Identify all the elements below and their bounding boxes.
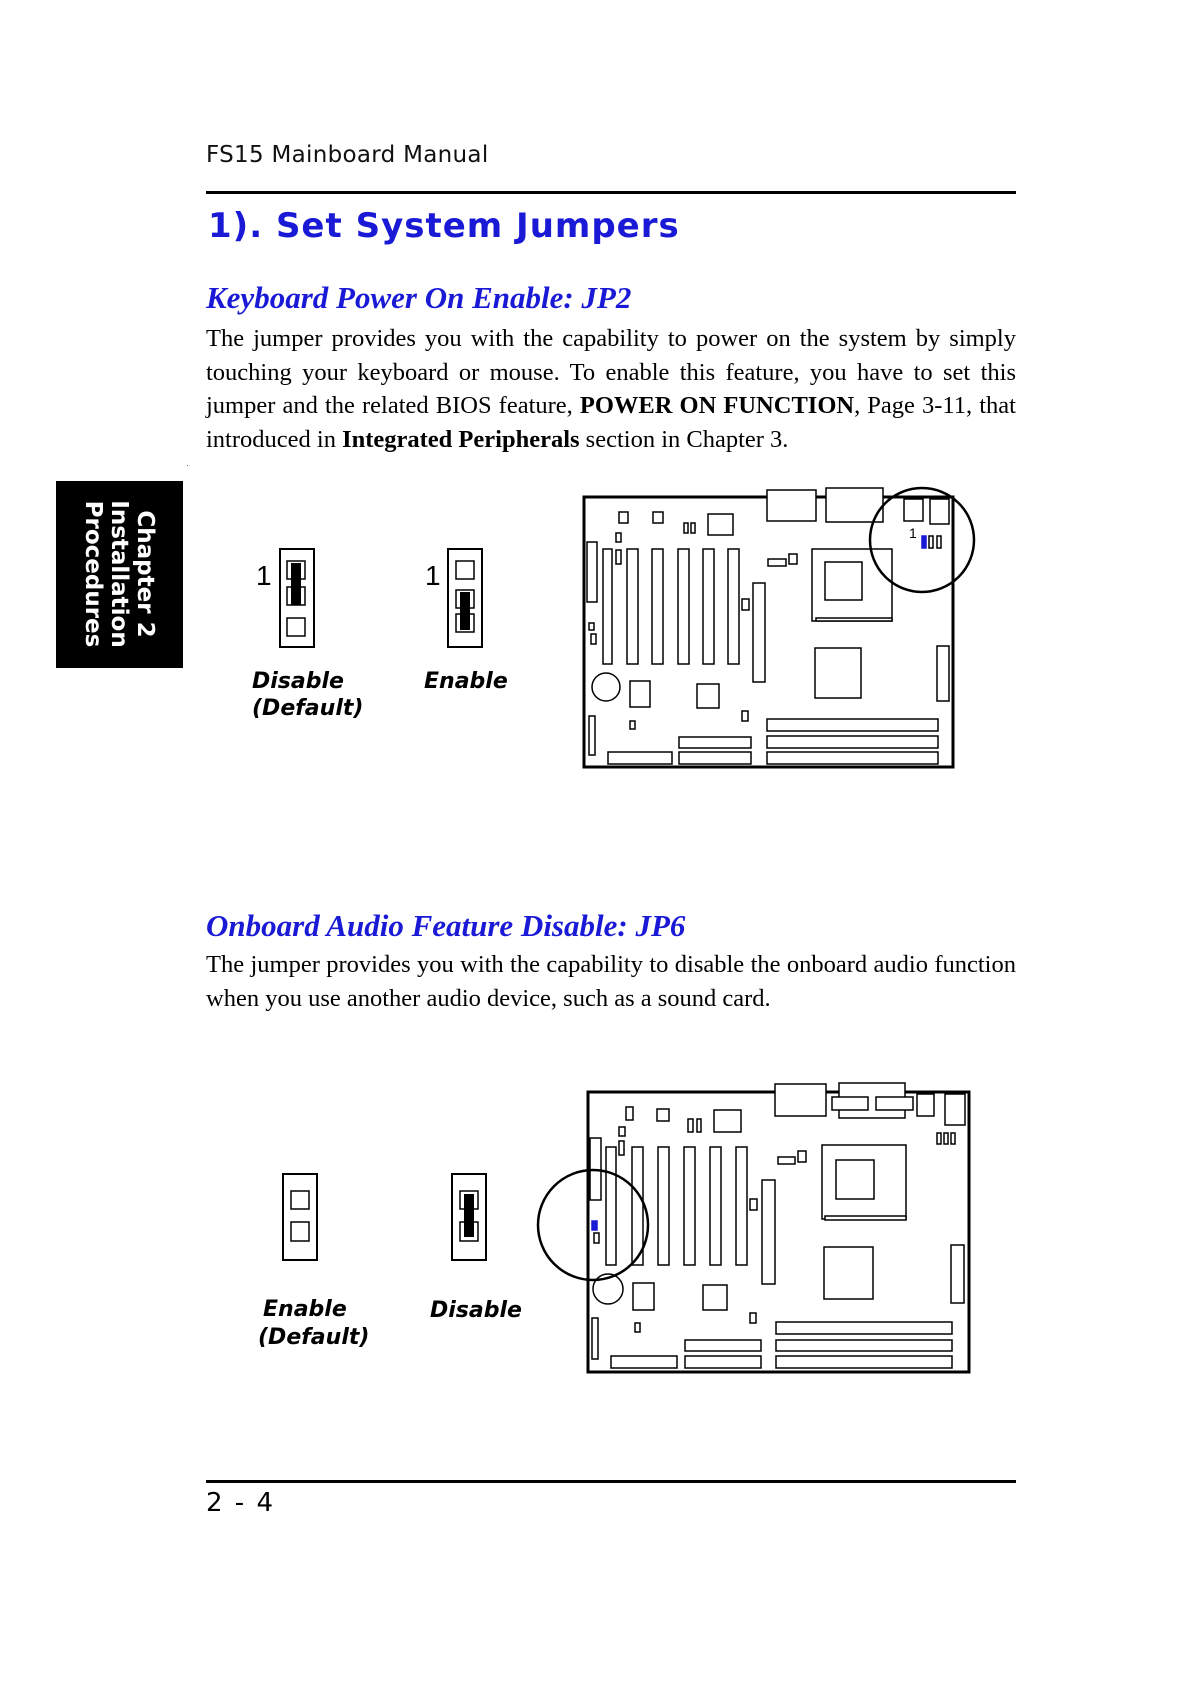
chapter-title: 1). Set System Jumpers (208, 206, 680, 246)
jp6-disable-label: Disable (430, 1298, 522, 1323)
page-number: 2 - 4 (206, 1488, 275, 1518)
pin-1-label: 1 (256, 560, 272, 591)
section-title-jp2: Keyboard Power On Enable: JP2 (206, 280, 632, 315)
jp6-default-label: (Default) (258, 1325, 370, 1350)
motherboard-diagram-jp6 (538, 1083, 969, 1372)
jp6-disable-jumper (452, 1174, 486, 1260)
footer-rule (206, 1480, 1016, 1483)
jp6-enable-label: Enable (263, 1297, 347, 1322)
jp2-default-label: (Default) (252, 696, 364, 721)
section-body-jp2: The jumper provides you with the capability to power on the system by simply touching your keyboard or mouse. To enable this feature, you have to set this jumper and the related BIOS feature, POWER ON FUNCTION, Page 3-11, that introduced in Integrated Peripherals section in Chapter 3. (206, 325, 1016, 453)
section-title-jp6: Onboard Audio Feature Disable: JP6 (206, 908, 686, 943)
bios-feature-name: POWER ON FUNCTION (579, 392, 855, 419)
running-head: FS15 Mainboard Manual (206, 142, 489, 168)
side-tab-line-2: Installation (106, 500, 132, 648)
bios-menu-name: Integrated Peripherals (342, 425, 580, 453)
jp2-enable-label: Enable (424, 669, 508, 694)
board-pin-1-label: 1 (909, 525, 917, 541)
side-tab-line-1: Chapter 2 (132, 510, 158, 638)
jp2-disable-label: Disable (252, 669, 344, 694)
jp6-enable-jumper (283, 1174, 317, 1260)
pin-1-label: 1 (425, 560, 441, 591)
side-tab-line-3: Procedures (80, 500, 106, 648)
section-body-jp6: The jumper provides you with the capability to disable the onboard audio function when you use another audio device, such as a sound card. (206, 951, 1016, 1012)
